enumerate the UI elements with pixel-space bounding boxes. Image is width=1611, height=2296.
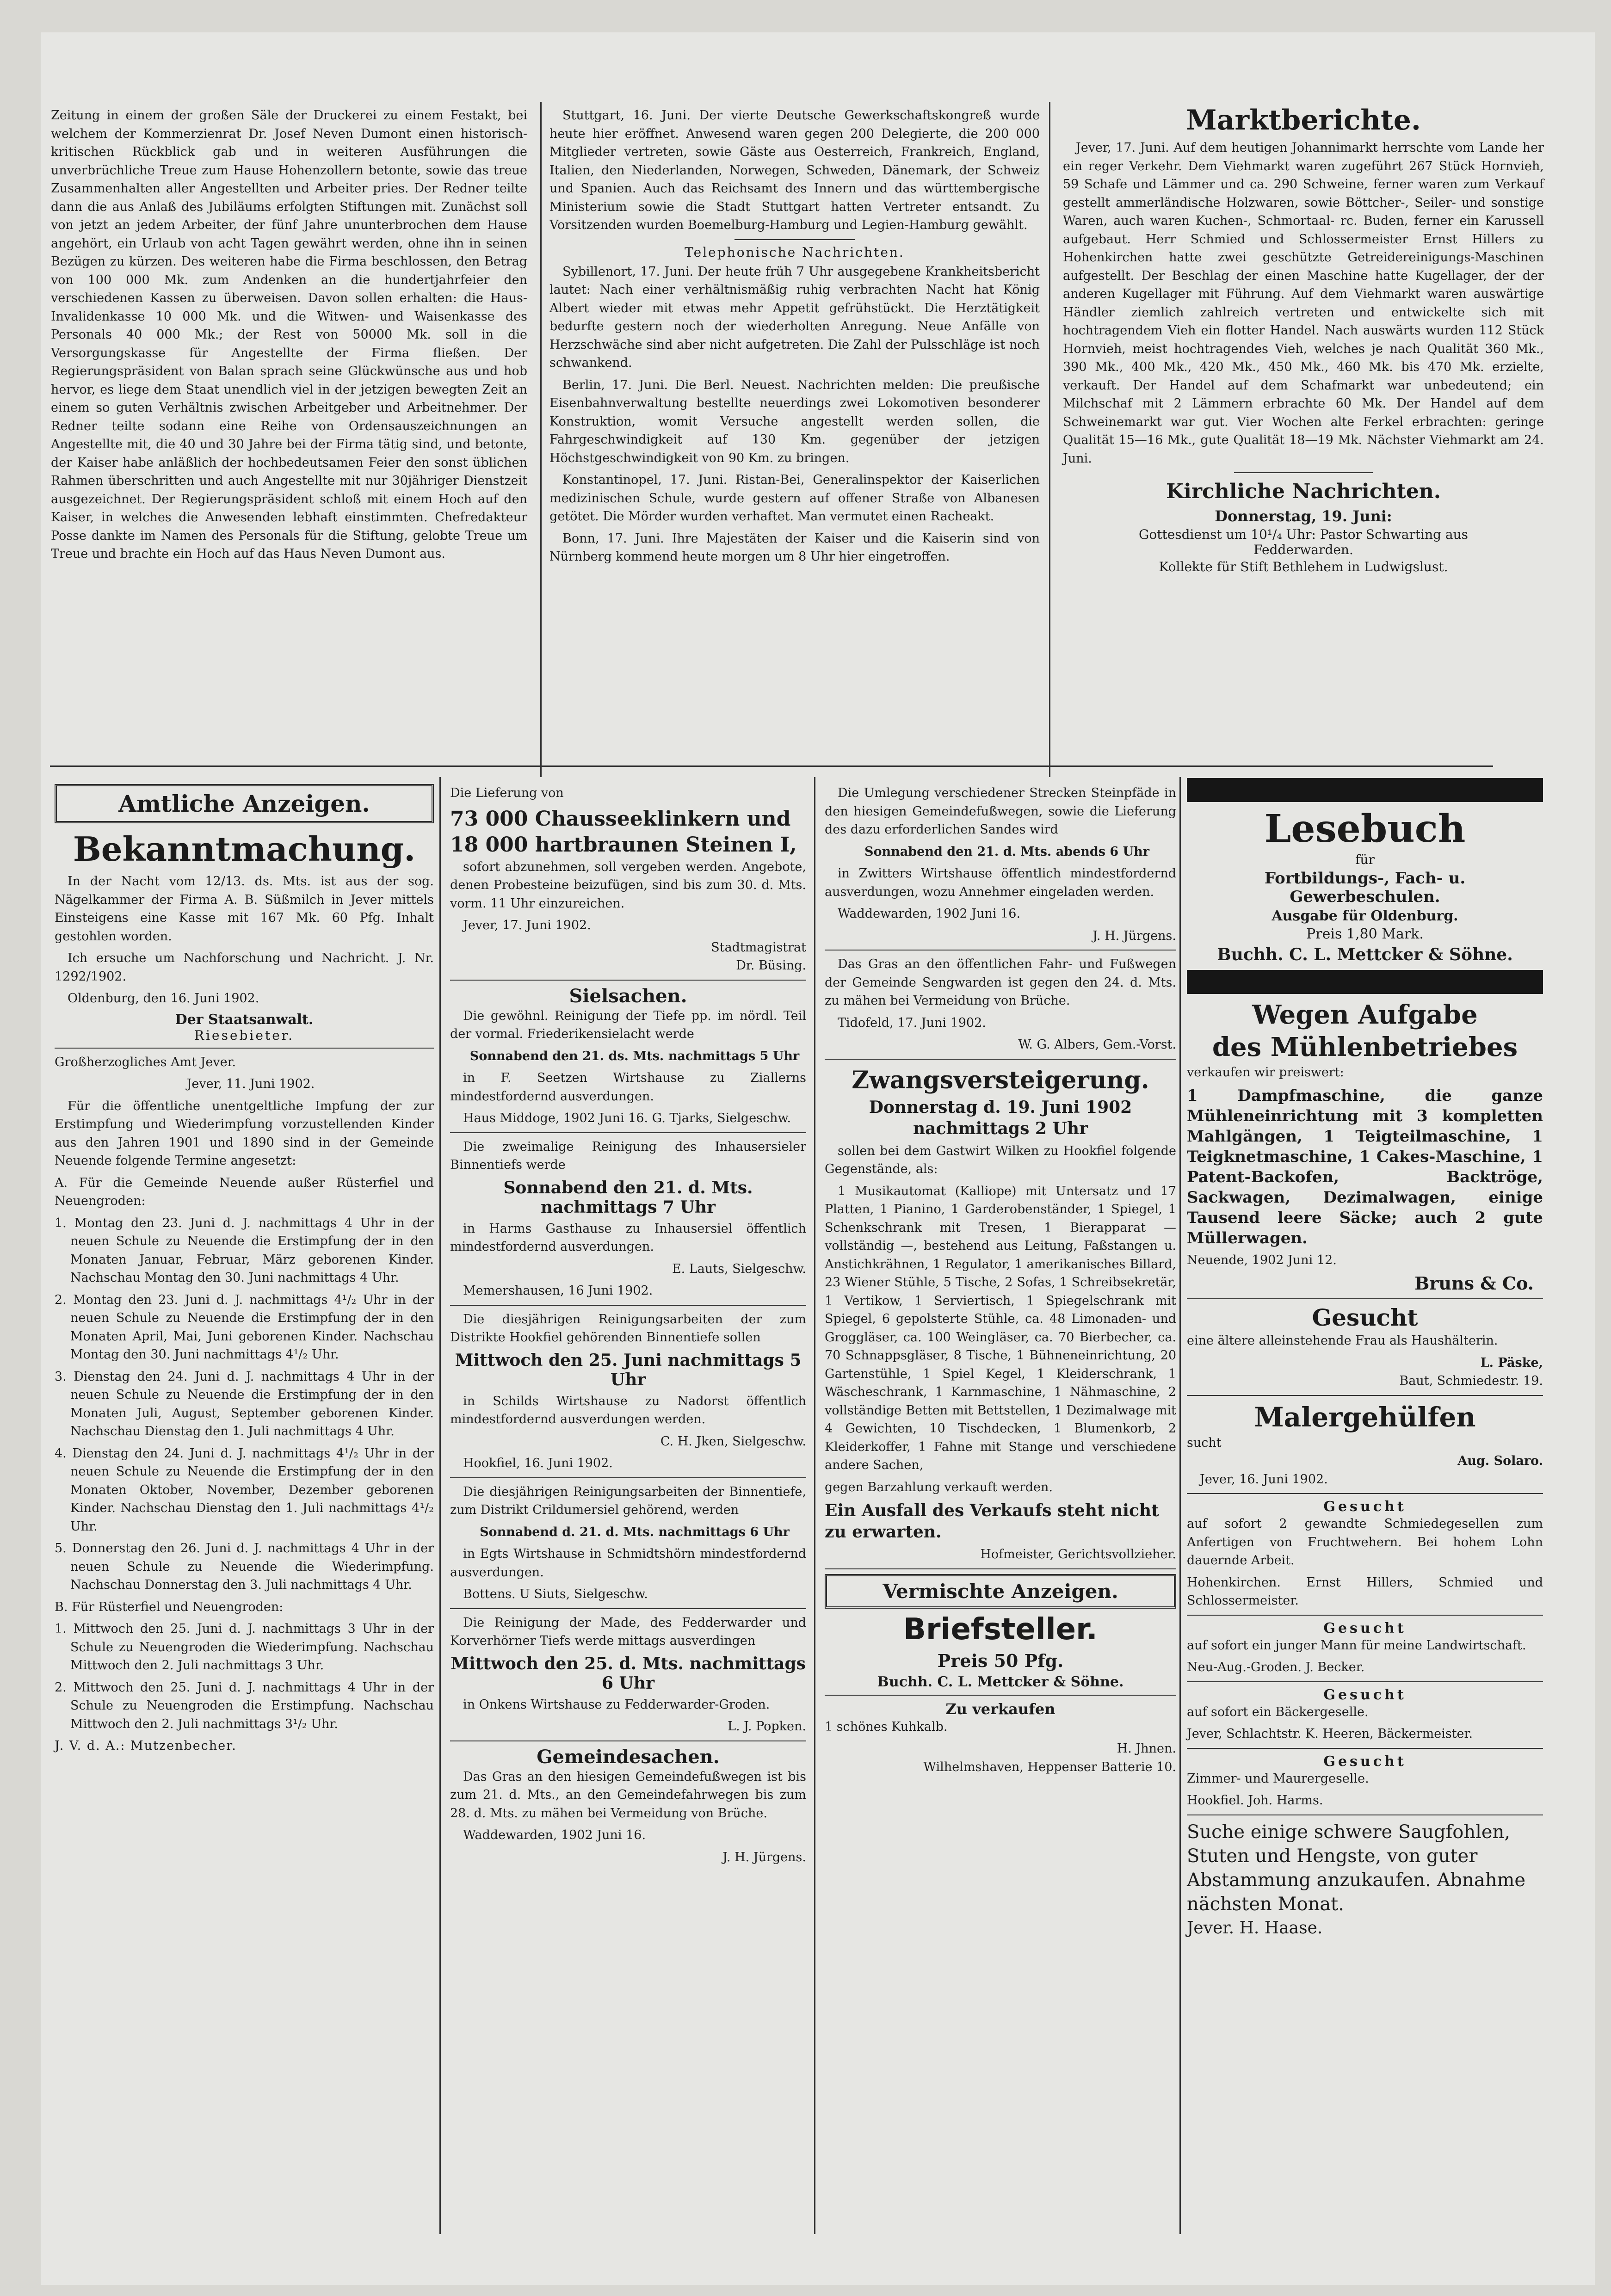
siel-text: in Harms Gasthause zu Inhausersiel öffentlich mindestfordernd ausverdungen. bbox=[450, 1221, 806, 1254]
siel-signature: E. Lauts, Sielgeschw. bbox=[672, 1261, 806, 1276]
ads-column-2 bbox=[450, 784, 806, 1870]
wanted-signature: Neu-Aug.-Groden. J. Becker. bbox=[1187, 1660, 1365, 1674]
siel-date: Mittwoch den 25. Juni nachmittags 5 Uhr bbox=[455, 1350, 802, 1389]
auction-text: sollen bei dem Gastwirt Wilken zu Hookfiel folgende Gegenstände, als: bbox=[825, 1143, 1176, 1176]
column-divider bbox=[1049, 102, 1050, 777]
amt-text: Für die öffentliche unentgeltliche Impfung der zur Erstimpfung und Wiederimpfung vorzustellenden Kinder aus den Jahren 1901 und 1890 sind in der Gemeinde Neuende folgende Termine angesetzt: bbox=[55, 1099, 434, 1168]
amt-date: Jever, 11. Juni 1902. bbox=[186, 1077, 315, 1091]
auction-heading: Zwangsversteigerung. bbox=[852, 1066, 1149, 1094]
sale-address: Wilhelmshaven, Heppenser Batterie 10. bbox=[923, 1759, 1176, 1774]
painter-text: sucht bbox=[1187, 1435, 1222, 1450]
vaccination-item: 2. Montag den 23. Juni d. J. nachmittags 4¹/₂ Uhr in der neuen Schule zu Neuende die Erstimpfung der in den Monaten April, Mai, Juni geborenen Kinder. Nachschau Montag den 30. Juni nachmittags 4¹/₂ Uhr. bbox=[55, 1292, 434, 1362]
divider bbox=[1187, 1493, 1543, 1494]
mill-text: verkaufen wir preiswert: bbox=[1187, 1065, 1344, 1080]
siel-text: Die diesjährigen Reinigungsarbeiten der zum Distrikte Hookfiel gehörenden Binnentiefe sollen bbox=[450, 1312, 806, 1345]
amt-subheading: B. Für Rüsterfiel und Neuengroden: bbox=[55, 1599, 284, 1614]
reader-for: für bbox=[1355, 852, 1375, 867]
delivery-place: Jever, 17. Juni 1902. bbox=[463, 918, 591, 932]
official-ads-heading-frame bbox=[55, 784, 434, 823]
delivery-intro: Die Lieferung von bbox=[450, 786, 564, 800]
vaccination-item: 5. Donnerstag den 26. Juni d. J. nachmittags 4 Uhr in der neuen Schule zu Neuende die Wiederimpfung. Nachschau Donnerstag den 3. Juli nachmittags 4 Uhr. bbox=[55, 1541, 434, 1592]
painter-signature: Aug. Solaro. bbox=[1457, 1454, 1543, 1468]
wanted-text: auf sofort ein Bäckergeselle. bbox=[1187, 1704, 1369, 1719]
wanted-heading: Gesucht bbox=[1323, 1620, 1407, 1636]
news-paragraph: Stuttgart, 16. Juni. Der vierte Deutsche Gewerkschaftskongreß wurde heute hier eröffnet. Anwesend waren gegen 200 Delegierte, die 200 000 Mitglieder vertreten, sowie Gäste aus Oesterreich, Frankreich, England, Italien, den Niederlanden, Norwegen, Schweden, Dänemark, der Schweiz und Spanien. Auch das Reichsamt des Innern und das württembergische Ministerium sowie die Stadt Stuttgart hatten Vertreter entsandt. Zu Vorsitzenden wurden Boemelburg-Hamburg und Legien-Hamburg gewählt. bbox=[549, 108, 1040, 232]
black-bar bbox=[1187, 778, 1543, 802]
amt-signature: J. V. d. A.: Mutzenbecher. bbox=[55, 1739, 237, 1753]
siel-signature: Bottens. U Siuts, Sielgeschw. bbox=[463, 1587, 648, 1601]
divider bbox=[450, 980, 806, 981]
reader-publisher: Buchh. C. L. Mettcker & Söhne. bbox=[1217, 945, 1513, 964]
column-divider bbox=[814, 777, 815, 2234]
news-column-2 bbox=[549, 106, 1040, 570]
notice-text: Ich ersuche um Nachforschung und Nachricht. J. Nr. 1292/1902. bbox=[55, 951, 434, 984]
grass-text: Das Gras an den öffentlichen Fahr- und Fußwegen der Gemeinde Sengwarden ist gegen den 24. d. Mts. zu mähen bei Vermeidung von Brüche. bbox=[825, 957, 1176, 1008]
news-column-1 bbox=[51, 106, 527, 567]
letter-writer-price: Preis 50 Pfg. bbox=[937, 1650, 1064, 1671]
mill-signature: Bruns & Co. bbox=[1414, 1273, 1534, 1294]
siel-text: Die gewöhnl. Reinigung der Tiefe pp. im nördl. Teil der vormal. Friederikensielacht werde bbox=[450, 1008, 806, 1041]
siel-signature: C. H. Jken, Sielgeschw. bbox=[660, 1434, 806, 1449]
delivery-signature: Stadtmagistrat bbox=[711, 940, 806, 955]
vaccination-item: 4. Dienstag den 24. Juni d. J. nachmittags 4¹/₂ Uhr in der neuen Schule zu Neuende die Erstimpfung der in den Monaten Oktober, November, Dezember geborenen Kinder. Nachschau Dienstag den 1. Juli nachmittags 4¹/₂ Uhr. bbox=[55, 1446, 434, 1534]
vaccination-item: 3. Dienstag den 24. Juni d. J. nachmittags 4 Uhr in der neuen Schule zu Neuende die Erstimpfung der in den Monaten Juli, August, September geborenen Kinder. Nachschau Dienstag den 1. Juli nachmittags 4 Uhr. bbox=[55, 1369, 434, 1438]
news-paragraph: Jever, 17. Juni. Auf dem heutigen Johannimarkt herrschte vom Lande her ein reger Verkehr. Dem Viehmarkt waren zugeführt 267 Stück Hornvieh, 59 Schafe und Lämmer und ca. 290 Schweine, ferner waren zum Verkauf gestellt ammerländische Holzwaren, sowie Böttcher-, Seiler- und sonstige Waren, auch waren Kuchen-, Schmortaal- rc. Buden, ferner ein Karussell aufgebaut. Herr Schmied und Schlossermeister Ernst Hillers zu Hohenkirchen hatte zwei geschützte Getreidereinigungs-Maschinen aufgestellt. Der Beschlag der einen Maschine hatte Kugellager, der der anderen Kugellager mit Führung. Auf dem Viehmarkt waren auswärtige Händler ziemlich zahlreich vertreten und entwickelte sich mit hochtragendem Vieh ein flotter Handel. Nach auswärts wurden 112 Stück Hornvieh, meist hochtragendes Vieh, welches je nach Qualität 360 Mk., 390 Mk., 400 Mk., 420 Mk., 450 Mk., 460 Mk. bis 470 Mk. erzielte, verkauft. Der Handel auf dem Schafmarkt war unbedeutend; ein Milchschaf mit 2 Lämmern erbrachte 60 Mk. Der Handel auf dem Schweinemarkt war gut. Vier Wochen alte Ferkel erbrachten: geringe Qualität 15—16 Mk., gute Qualität 18—19 Mk. Nächster Viehmarkt am 24. Juni. bbox=[1063, 141, 1544, 466]
church-date: Donnerstag, 19. Juni: bbox=[1215, 507, 1392, 525]
wanted-heading: Gesucht bbox=[1323, 1499, 1407, 1515]
reader-title: Lesebuch bbox=[1264, 807, 1466, 851]
news-paragraph: Zeitung in einem der großen Säle der Druckerei zu einem Festakt, bei welchem der Kommerzienrat Dr. Josef Neven Dumont einen historisch-kritischen Rückblick gab und in weiteren Ausführungen die unverbrüchliche Treue zum Hause Hohenzollern betonte, sowie das treue Zusammenhalten aller Angestellten und Arbeiter pries. Der Redner teilte dann die aus Anlaß des Jubiläums erfolgten Stiftungen mit. Zunächst soll von jetzt an jedem Arbeiter, der fünf Jahre ununterbrochen dem Hause angehört, ein Urlaub von acht Tagen gewährt werden, ohne ihn in seinen Bezügen zu kürzen. Des weiteren habe die Firma beschlossen, den Betrag von 100 000 Mk. zum Andenken an die hundertjahrfeier den verschiedenen Kassen zu überweisen. Davon sollen erhalten: die Haus-Invalidenkasse 10 000 Mk. und die Witwen- und Waisenkasse des Personals 40 000 Mk.; der Rest von 50000 Mk. soll in die Versorgungskasse für Angestellte der Firma fließen. Der Regierungspräsident von Balan sprach seine Glückwünsche aus und hob hervor, es liege dem Staat unendlich viel in der jetzigen bewegten Zeit an einem so guten Verhältnis zwischen Arbeitgeber und Arbeitnehmer. Der Redner teilte sodann eine Reihe von Ordensauszeichnungen an Angestellte mit, die 40 und 30 Jahre bei der Firma tätig sind, und betonte, der Kaiser habe anläßlich der hochbedeutsamen Feier den sonst üblichen Rahmen überschritten und auch Angestellte mit nur 30jähriger Dienstzeit ausgezeichnet. Der Regierungspräsident schloß mit einem Hoch auf den Kaiser, in welches die Anwesenden lebhaft einstimmten. Chefredakteur Posse dankte im Namen des Personals für die Stiftung, gelobte Treue um Treue und brachte ein Hoch auf das Haus Neven Dumont aus. bbox=[51, 108, 527, 561]
divider bbox=[55, 1048, 434, 1049]
news-paragraph: Konstantinopel, 17. Juni. Ristan-Bei, Generalinspektor der Kaiserlichen medizinischen Schule, wurde gestern auf offener Straße von Albanesen getötet. Die Mörder wurden verhaftet. Man vermutet einen Racheakt. bbox=[549, 473, 1040, 524]
wanted-text: auf sofort 2 gewandte Schmiedegesellen zum Anfertigen von Fruchtwehern. Bei hohem Lohn dauernde Arbeit. bbox=[1187, 1517, 1543, 1568]
official-ads-heading: Amtliche Anzeigen. bbox=[118, 790, 370, 817]
notice-signature: Der Staatsanwalt. bbox=[175, 1011, 314, 1028]
wanted-heading: Gesucht bbox=[1323, 1753, 1407, 1770]
siel-signature: L. J. Popken. bbox=[728, 1719, 806, 1734]
wanted-heading: Gesucht bbox=[1312, 1304, 1418, 1331]
divider bbox=[735, 239, 855, 240]
delivery-title: 73 000 Chausseeklinkern und 18 000 hartbraunen Steinen I, bbox=[450, 807, 797, 857]
column-divider bbox=[540, 102, 542, 777]
siel-date: Sonnabend den 21. d. Mts. nachmittags 7 Uhr bbox=[503, 1178, 753, 1217]
divider bbox=[1187, 1298, 1543, 1299]
newspaper-page bbox=[41, 32, 1595, 2285]
divider bbox=[1187, 1681, 1543, 1682]
official-ads-column bbox=[55, 784, 434, 1759]
relay-place: Waddewarden, 1902 Juni 16. bbox=[838, 907, 1021, 921]
relay-text: Die Umlegung verschiedener Strecken Steinpfäde in den hiesigen Gemeindefußwegen, sowie die Lieferung des dazu erforderlichen Sandes wird bbox=[825, 786, 1176, 837]
grass-place: Tidofeld, 17. Juni 1902. bbox=[838, 1015, 986, 1030]
news-paragraph: Berlin, 17. Juni. Die Berl. Neuest. Nachrichten melden: Die preußische Eisenbahnverwaltung bestellte neuerdings zwei Lokomotiven besonderer Konstruktion, womit Versuche angestellt werden sollen, die Fahrgeschwindigkeit auf 130 Km. gegenüber der jetzigen Höchstgeschwindigkeit von 90 Km. zu bringen. bbox=[549, 377, 1040, 465]
community-signature: J. H. Jürgens. bbox=[722, 1850, 806, 1864]
vaccination-item: 1. Montag den 23. Juni d. J. nachmittags 4 Uhr in der neuen Schule zu Neuende die Erstimpfung der in den Monaten Januar, Februar, März geborenen Kinder. Nachschau Montag den 30. Juni nachmittags 4 Uhr. bbox=[55, 1216, 434, 1285]
news-column-3 bbox=[1063, 102, 1544, 576]
painter-heading: Malergehülfen bbox=[1254, 1401, 1476, 1433]
siel-date: Mittwoch den 25. d. Mts. nachmittags 6 Uhr bbox=[451, 1654, 806, 1693]
reader-edition: Ausgabe für Oldenburg. bbox=[1272, 908, 1458, 924]
section-divider bbox=[50, 765, 1493, 767]
relay-date: Sonnabend den 21. d. Mts. abends 6 Uhr bbox=[864, 844, 1149, 859]
reader-price: Preis 1,80 Mark. bbox=[1306, 926, 1424, 942]
misc-ads-heading-frame bbox=[825, 1574, 1176, 1609]
vaccination-item: 1. Mittwoch den 25. Juni d. J. nachmittags 3 Uhr in der Schule zu Neuengroden die Wiederimpfung. Nachschau Mittwoch den 2. Juli nachmittags 3 Uhr. bbox=[55, 1622, 434, 1673]
auction-text: gegen Barzahlung verkauft werden. bbox=[825, 1480, 1053, 1494]
sale-item: 1 schönes Kuhkalb. bbox=[825, 1719, 948, 1734]
news-paragraph: Bonn, 17. Juni. Ihre Majestäten der Kaiser und die Kaiserin sind von Nürnberg kommend heute morgen um 8 Uhr hier eingetroffen. bbox=[549, 531, 1040, 564]
auction-note: Ein Ausfall des Verkaufs steht nicht zu erwarten. bbox=[825, 1501, 1159, 1542]
notice-title: Bekanntmachung. bbox=[73, 829, 416, 869]
amt-heading: Großherzogliches Amt Jever. bbox=[55, 1055, 236, 1069]
siel-text: Die zweimalige Reinigung des Inhausersieler Binnentiefs werde bbox=[450, 1139, 806, 1172]
vaccination-list-a bbox=[55, 1214, 434, 1594]
siel-text: Die Reinigung der Made, des Fedderwarder und Korverhörner Tiefs werde mittags ausverdingen bbox=[450, 1615, 806, 1648]
notice-text: In der Nacht vom 12/13. ds. Mts. ist aus der sog. Nägelkammer der Firma A. B. Süßmilch in Jever mittels Einsteigens eine Kasse mit 167 Mk. 60 Pfg. Inhalt gestohlen worden. bbox=[55, 874, 434, 944]
siel-place: Hookfiel, 16. Juni 1902. bbox=[463, 1456, 613, 1470]
market-heading: Marktberichte. bbox=[1186, 104, 1421, 136]
divider bbox=[450, 1608, 806, 1609]
wanted-heading: Gesucht bbox=[1323, 1686, 1407, 1703]
ads-column-4 bbox=[1187, 778, 1543, 1941]
telegraph-heading: Telephonische Nachrichten. bbox=[685, 244, 905, 260]
siel-text: in F. Seetzen Wirtshause zu Ziallerns mindestfordernd ausverdungen. bbox=[450, 1071, 806, 1104]
wanted-signature: Hohenkirchen. Ernst Hillers, Schmied und Schlossermeister. bbox=[1187, 1575, 1543, 1608]
wanted-signature: Jever, Schlachtstr. K. Heeren, Bäckermeister. bbox=[1187, 1727, 1473, 1741]
column-divider bbox=[439, 777, 441, 2234]
mill-items: 1 Dampfmaschine, die ganze Mühleneinrichtung mit 3 kompletten Mahlgängen, 1 Teigteilmaschine, 1 Teigknetmaschine, 1 Cakes-Maschine, 1 Patent-Backofen, Backtröge, Sackwagen, Dezimalwagen, einige Tausend leere Säcke; auch 2 gute Müllerwagen. bbox=[1187, 1086, 1543, 1247]
letter-writer-publisher: Buchh. C. L. Mettcker & Söhne. bbox=[877, 1673, 1124, 1690]
divider bbox=[1234, 472, 1373, 473]
wanted-text: eine ältere alleinstehende Frau als Haushälterin. bbox=[1187, 1333, 1498, 1348]
letter-writer-title: Briefsteller. bbox=[903, 1612, 1098, 1647]
reader-subtitle: Fortbildungs-, Fach- u. Gewerbeschulen. bbox=[1264, 869, 1466, 906]
auction-items: 1 Musikautomat (Kalliope) mit Untersatz und 17 Platten, 1 Pianino, 1 Garderobenständer, 1 Spiegel, 1 Schenkschrank mit Tresen, 1 Bierapparat — vollständig —, bestehend aus Leitung, Faßstangen u. Anstichkrähnen, 1 Regulator, 1 amerikanisches Billard, 23 Wiener Stühle, 5 Tische, 2 Sofas, 1 Schreibsekretär, 1 Vertikow, 1 Serviertisch, 1 Spiegelschrank mit Spiegel, 6 gepolsterte Stühle, ca. 48 Limonaden- und Groggläser, ca. 100 Weingläser, ca. 70 Bierbecher, ca. 70 Schnappsgläser, 8 Tische, 1 Bühneneinrichtung, 20 Gartenstühle, 1 Spiel Kegel, 1 Kleiderschrank, 1 Wäscheschrank, 1 Karnmaschine, 1 Nähmaschine, 2 vollständige Betten mit Bettstellen, 1 Dezimalwage mit 4 Gewichten, 10 Tischdecken, 1 Blumenkorb, 2 Kleiderkoffer, 1 Fahne mit Stange und verschiedene andere Sachen, bbox=[825, 1184, 1176, 1472]
mill-place: Neuende, 1902 Juni 12. bbox=[1187, 1253, 1337, 1267]
relay-text: in Zwitters Wirtshause öffentlich mindestfordernd ausverdungen, wozu Annehmer eingeladen werden. bbox=[825, 866, 1176, 899]
siel-place: Memershausen, 16 Juni 1902. bbox=[463, 1284, 653, 1298]
sale-signature: H. Jhnen. bbox=[1117, 1741, 1176, 1756]
news-paragraph: Sybillenort, 17. Juni. Der heute früh 7 Uhr ausgegebene Krankheitsbericht lautet: Nach einer verhältnismäßig ruhig verbrachten Nacht hat König Albert wieder mit etwas mehr Appetit gefrühstückt. Die Herztätigkeit bedurfte gestern noch der wiederholten Anregung. Neue Anfälle von Herzschwäche sind aber nicht aufgetreten. Die Zahl der Pulsschläge ist noch schwankend. bbox=[549, 264, 1040, 370]
notice-signature: Riesebieter. bbox=[194, 1027, 295, 1043]
vaccination-list-b bbox=[55, 1620, 434, 1733]
mill-heading: des Mühlenbetriebes bbox=[1212, 1032, 1518, 1062]
wanted-signature: L. Päske, bbox=[1480, 1355, 1543, 1370]
church-text: Kollekte für Stift Bethlehem in Ludwigslust. bbox=[1159, 559, 1448, 574]
divider bbox=[1187, 1395, 1543, 1396]
auction-signature: Hofmeister, Gerichtsvollzieher. bbox=[980, 1547, 1176, 1562]
divider bbox=[825, 1695, 1176, 1696]
siel-text: in Schilds Wirtshause zu Nadorst öffentlich mindestfordernd ausverdungen werden. bbox=[450, 1394, 806, 1426]
divider bbox=[825, 1059, 1176, 1060]
ads-column-3 bbox=[825, 784, 1176, 1780]
auction-date: Donnerstag d. 19. Juni 1902 nachmittags 2 Uhr bbox=[869, 1097, 1132, 1138]
amt-subheading: A. Für die Gemeinde Neuende außer Rüsterfiel und Neuengroden: bbox=[55, 1175, 434, 1208]
siel-text: in Egts Wirtshause in Schmidtshörn mindestfordernd ausverdungen. bbox=[450, 1547, 806, 1580]
mill-heading: Wegen Aufgabe bbox=[1252, 1000, 1478, 1030]
column-divider bbox=[1179, 777, 1181, 2234]
divider bbox=[450, 1305, 806, 1306]
black-bar bbox=[1187, 970, 1543, 994]
delivery-text: sofort abzunehmen, soll vergeben werden. Angebote, denen Probesteine beizufügen, sind bis zum 30. d. Mts. vorm. 11 Uhr einzureichen. bbox=[450, 859, 806, 911]
wanted-address: Baut, Schmiedestr. 19. bbox=[1399, 1374, 1543, 1388]
foal-text: Suche einige schwere Saugfohlen, Stuten und Hengste, von guter Abstammung anzukaufen. Abnahme nächsten Monat. bbox=[1187, 1821, 1526, 1915]
notice-place: Oldenburg, den 16. Juni 1902. bbox=[68, 991, 259, 1006]
relay-signature: J. H. Jürgens. bbox=[1093, 928, 1176, 943]
divider bbox=[1187, 1615, 1543, 1616]
divider bbox=[825, 1568, 1176, 1569]
siel-date: Sonnabend den 21. ds. Mts. nachmittags 5 Uhr bbox=[469, 1049, 800, 1063]
siel-heading: Sielsachen. bbox=[569, 985, 687, 1007]
divider bbox=[450, 1132, 806, 1133]
divider bbox=[1187, 1748, 1543, 1749]
church-text: Gottesdienst um 10¹/₄ Uhr: Pastor Schwarting aus Fedderwarden. bbox=[1138, 527, 1469, 557]
siel-signature: Haus Middoge, 1902 Juni 16. G. Tjarks, Sielgeschw. bbox=[463, 1111, 791, 1125]
wanted-signature: Hookfiel. Joh. Harms. bbox=[1187, 1793, 1323, 1808]
foal-signature: Jever. H. Haase. bbox=[1187, 1918, 1323, 1938]
siel-text: Die diesjährigen Reinigungsarbeiten der Binnentiefe, zum Distrikt Crildumersiel gehörend, werden bbox=[450, 1484, 806, 1517]
church-heading: Kirchliche Nachrichten. bbox=[1166, 480, 1441, 503]
sale-heading: Zu verkaufen bbox=[945, 1700, 1055, 1718]
grass-signature: W. G. Albers, Gem.-Vorst. bbox=[1018, 1037, 1176, 1052]
community-text: Das Gras an den hiesigen Gemeindefußwegen ist bis zum 21. d. Mts., an den Gemeindefahrwegen bis zum 28. d. Mts. zu mähen bei Vermeidung von Brüche. bbox=[450, 1769, 806, 1821]
community-heading: Gemeindesachen. bbox=[537, 1746, 720, 1768]
siel-date: Sonnabend d. 21. d. Mts. nachmittags 6 Uhr bbox=[480, 1524, 790, 1539]
painter-place: Jever, 16. Juni 1902. bbox=[1200, 1472, 1328, 1487]
wanted-text: auf sofort ein junger Mann für meine Landwirtschaft. bbox=[1187, 1638, 1526, 1653]
vaccination-item: 2. Mittwoch den 25. Juni d. J. nachmittags 4 Uhr in der Schule zu Neuengroden die Erstimpfung. Nachschau Mittwoch den 2. Juli nachmittags 3¹/₂ Uhr. bbox=[55, 1680, 434, 1731]
community-place: Waddewarden, 1902 Juni 16. bbox=[463, 1828, 646, 1842]
wanted-text: Zimmer- und Maurergeselle. bbox=[1187, 1771, 1369, 1786]
misc-ads-heading: Vermischte Anzeigen. bbox=[883, 1580, 1118, 1603]
delivery-signature: Dr. Büsing. bbox=[736, 958, 806, 973]
siel-text: in Onkens Wirtshause zu Fedderwarder-Groden. bbox=[463, 1697, 770, 1712]
divider bbox=[450, 1477, 806, 1478]
